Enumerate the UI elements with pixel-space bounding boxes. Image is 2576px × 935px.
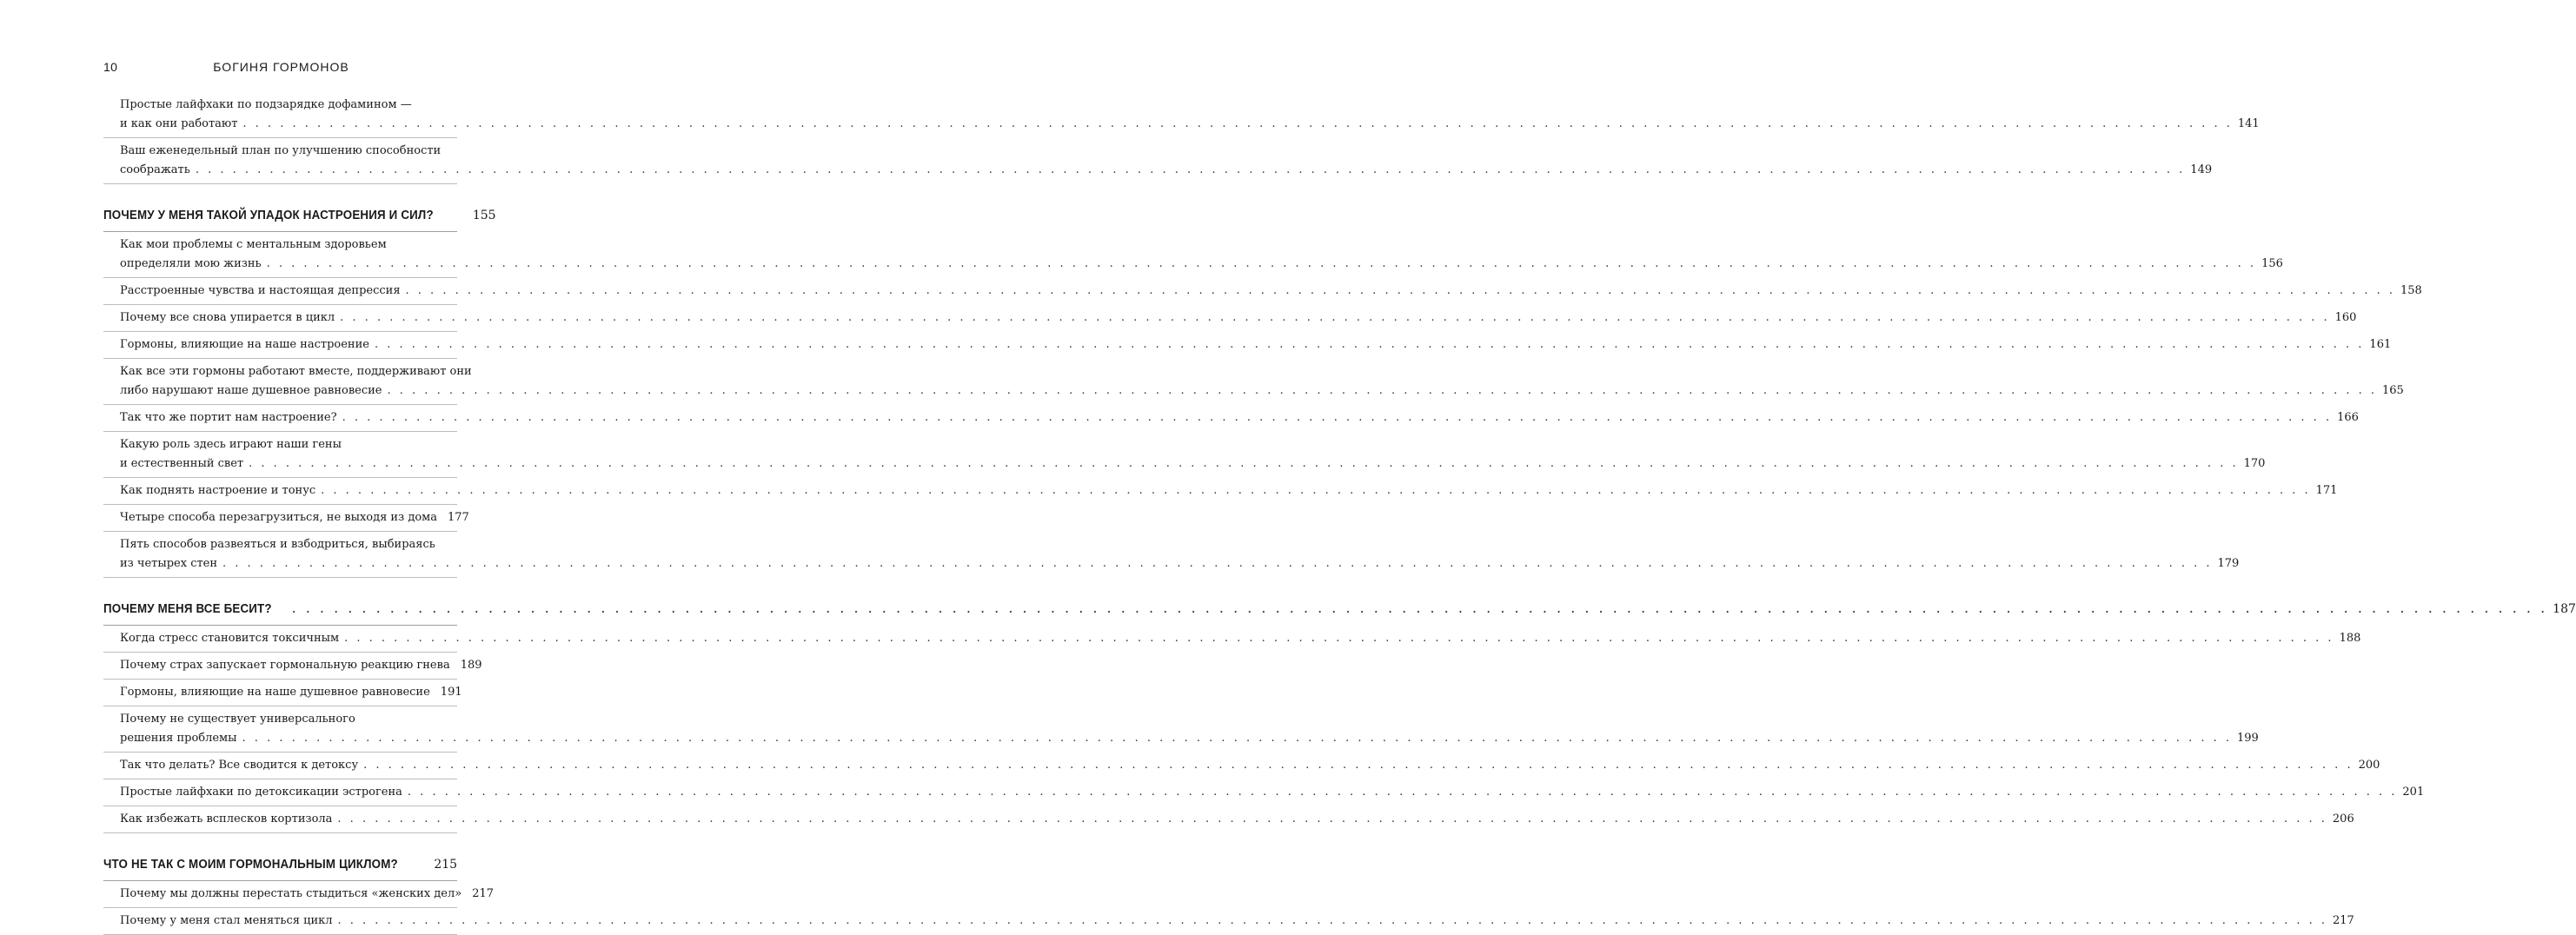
toc-page-number: 141	[2237, 117, 2260, 130]
dot-leader	[242, 729, 2232, 748]
chapter-title: ПОЧЕМУ У МЕНЯ ТАКОЙ УПАДОК НАСТРОЕНИЯ И СИЛ?	[103, 209, 434, 222]
toc-page-number: 166	[2337, 411, 2359, 424]
toc-entry-text-line: Четыре способа перезагрузиться, не выходя из дома	[120, 511, 438, 524]
toc-page-number: 161	[2369, 338, 2392, 351]
toc-entry	[103, 332, 2392, 359]
toc-entry-text-line: и естественный свет	[120, 457, 244, 470]
toc-entry-text-line: Гормоны, влияющие на наше настроение	[120, 338, 369, 351]
toc-chapter-heading	[103, 203, 496, 232]
toc-entry	[103, 278, 2422, 305]
dot-leader	[337, 810, 2327, 829]
toc-entry	[103, 138, 2213, 184]
chapter-title: ЧТО НЕ ТАК С МОИМ ГОРМОНАЛЬНЫМ ЦИКЛОМ?	[103, 858, 398, 872]
toc-entry-text-line: Как все эти гормоны работают вместе, поддерживают они	[120, 365, 472, 378]
dot-leader	[321, 481, 2310, 501]
toc-page-number: 188	[2339, 632, 2361, 645]
toc-entry-text-line: Когда стресс становится токсичным	[120, 632, 340, 645]
toc-entry-text-line: Как избежать всплесков кортизола	[120, 812, 333, 826]
toc-page-number: 158	[2400, 284, 2422, 297]
dot-leader	[292, 597, 2548, 620]
dot-leader	[196, 161, 2185, 180]
dot-leader	[222, 554, 2212, 574]
toc-page-number: 199	[2237, 732, 2259, 745]
toc-entry	[103, 753, 2380, 779]
dot-leader	[340, 308, 2329, 328]
toc-entry	[103, 881, 495, 908]
toc-entry	[103, 305, 2357, 332]
toc-entry-text-line: Так что же портит нам настроение?	[120, 411, 337, 424]
toc-entry-text-line: Пять способов развеяться и взбодриться, выбираясь	[120, 538, 435, 551]
toc-entry-text-line: Простые лайфхаки по детоксикации эстрогена	[120, 786, 402, 799]
toc-page-number: 155	[472, 209, 496, 222]
dot-leader	[249, 454, 2238, 474]
dot-leader	[267, 255, 2256, 274]
toc-page-number: 201	[2402, 786, 2425, 799]
toc-entry-text-line: Почему все снова упирается в цикл	[120, 311, 335, 324]
toc-entry	[103, 96, 2260, 138]
dot-leader	[406, 282, 2395, 301]
toc-entry-text-line: и как они работают	[120, 117, 238, 130]
toc-page-number: 191	[440, 686, 462, 699]
toc-page-number: 171	[2315, 484, 2338, 497]
toc-entry-text-line: Почему у меня стал меняться цикл	[120, 914, 333, 927]
dot-leader	[375, 335, 2364, 355]
toc-page-number: 177	[448, 511, 469, 524]
dot-leader	[363, 756, 2353, 775]
toc-chapter-heading	[103, 597, 2576, 626]
toc-entry-text-line: Гормоны, влияющие на наше душевное равновесие	[120, 686, 430, 699]
dot-leader	[342, 408, 2332, 428]
chapter-title: ПОЧЕМУ МЕНЯ ВСЕ БЕСИТ?	[103, 602, 272, 616]
toc-chapter-heading	[103, 852, 457, 881]
toc-page-number: 187	[2553, 602, 2576, 616]
toc-entry	[103, 680, 462, 706]
toc-page-number: 200	[2358, 759, 2380, 772]
toc-page-number: 149	[2190, 163, 2213, 176]
toc-entry	[103, 405, 2359, 432]
toc-page-number: 215	[434, 858, 458, 872]
toc-entry	[103, 432, 2266, 478]
toc-entry-text-line: Какую роль здесь играют наши гены	[120, 438, 342, 451]
toc-entry	[103, 779, 2425, 806]
toc-entry-text-line: определяли мою жизнь	[120, 257, 262, 270]
toc-entry-text-line: Как мои проблемы с ментальным здоровьем	[120, 238, 387, 251]
dot-leader	[338, 912, 2327, 931]
toc-entry	[103, 706, 2259, 753]
toc-entry	[103, 505, 469, 532]
toc-entry	[103, 232, 2283, 278]
toc-entry-text-line: Почему страх запускает гормональную реакцию гнева	[120, 659, 450, 672]
dot-leader	[242, 115, 2232, 134]
toc-entry-text-line: Ваш еженедельный план по улучшению способности	[120, 144, 442, 157]
toc-page-number: 170	[2243, 457, 2266, 470]
toc-page-number: 179	[2217, 557, 2240, 570]
toc-page-number: 165	[2382, 384, 2404, 397]
running-header	[103, 60, 459, 79]
toc-entry-text-line: Почему не существует универсального	[120, 713, 355, 726]
toc-entry-text-line: Как поднять настроение и тонус	[120, 484, 316, 497]
toc-entry	[103, 653, 482, 680]
toc-entry-text-line: соображать	[120, 163, 190, 176]
toc-entry	[103, 532, 2240, 578]
toc-entry-text-line: Так что делать? Все сводится к детоксу	[120, 759, 359, 772]
toc-entry-text-line: Расстроенные чувства и настоящая депрессия	[120, 284, 401, 297]
toc-page-number: 189	[460, 659, 482, 672]
toc-entry-text-line: либо нарушают наше душевное равновесие	[120, 384, 382, 397]
dot-leader	[408, 783, 2397, 802]
toc-entry	[103, 626, 2361, 653]
toc-entry-text-line: Почему мы должны перестать стыдиться «женских дел»	[120, 887, 462, 900]
toc-page-number: 217	[472, 887, 495, 900]
book-title: БОГИНЯ ГОРМОНОВ	[213, 60, 349, 74]
toc-entry-text-line: решения проблемы	[120, 732, 237, 745]
toc-page-number: 206	[2332, 812, 2354, 826]
toc-entry	[103, 478, 2338, 505]
toc-page-number: 160	[2334, 311, 2357, 324]
toc-entry	[103, 806, 2354, 833]
dot-leader	[344, 629, 2334, 648]
dot-leader	[388, 381, 2377, 401]
toc-page-number: 217	[2333, 914, 2354, 927]
table-of-contents	[103, 96, 2576, 935]
toc-page-number: 156	[2261, 257, 2283, 270]
toc-entry-text-line: Простые лайфхаки по подзарядке дофамином —	[120, 98, 412, 111]
toc-entry	[103, 908, 2354, 935]
toc-entry-text-line: из четырех стен	[120, 557, 218, 570]
toc-entry	[103, 359, 2404, 405]
page-number: 10	[103, 60, 118, 74]
